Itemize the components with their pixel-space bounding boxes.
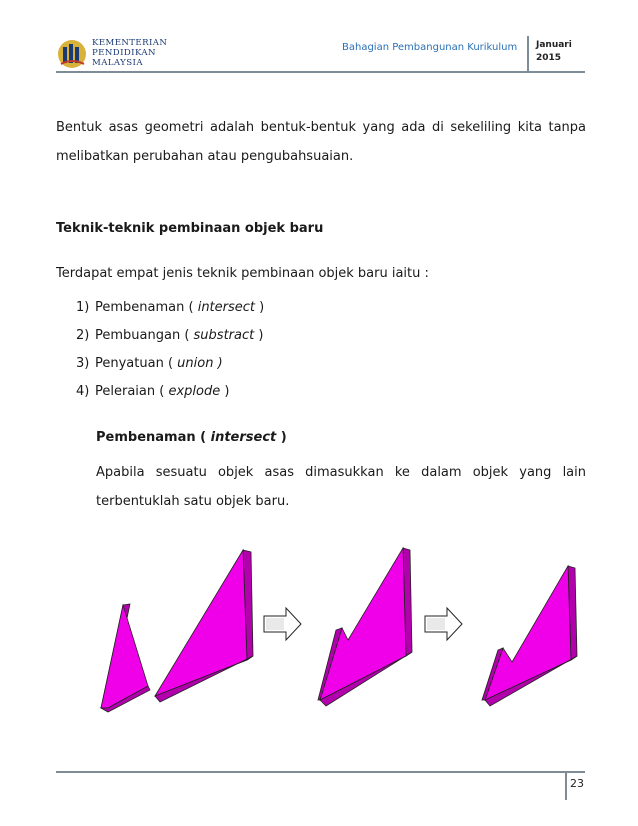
technique-term: substract	[193, 328, 255, 343]
arrow-right-icon	[425, 608, 462, 640]
list-item	[76, 350, 264, 378]
list-item	[76, 378, 264, 406]
ministry-name	[92, 38, 167, 68]
technique-close: )	[255, 300, 265, 315]
technique-close: )	[254, 328, 264, 343]
header-divider	[56, 71, 585, 73]
intersect-illustration	[0, 540, 638, 720]
techniques-intro: Terdapat empat jenis teknik pembinaan objek baru iaitu :	[56, 266, 429, 281]
page-number: 23	[570, 777, 584, 790]
header-vertical-divider	[527, 36, 529, 72]
intersect-description: Apabila sesuatu objek asas dimasukkan ke dalam objek yang lain terbentuklah satu objek baru.	[96, 465, 586, 509]
technique-name: Pembenaman (	[95, 300, 198, 315]
list-number: 1)	[76, 300, 90, 315]
department-name: Bahagian Pembangunan Kurikulum	[342, 42, 518, 53]
ministry-name-line-1: KEMENTERIAN	[92, 38, 168, 48]
subheading-term: intersect	[210, 430, 277, 445]
ministry-emblem-icon	[56, 38, 92, 70]
ministry-name-line-2: PENDIDIKAN	[92, 48, 156, 58]
triangle-with-notch-icon	[482, 566, 577, 706]
techniques-list	[76, 294, 264, 406]
technique-name: Pembuangan (	[95, 328, 194, 343]
list-number: 3)	[76, 356, 90, 371]
document-date	[536, 39, 572, 65]
technique-close: )	[220, 384, 230, 399]
technique-term: explode	[168, 384, 221, 399]
date-month: Januari	[536, 40, 572, 50]
intro-paragraph: Bentuk asas geometri adalah bentuk-bentuk yang ada di sekeliling kita tanpa melibatkan perubahan atau pengubahsuaian.	[56, 120, 586, 164]
technique-name: Penyatuan (	[95, 356, 178, 371]
subheading-name: Pembenaman (	[96, 430, 211, 445]
list-item	[76, 294, 264, 322]
list-item	[76, 322, 264, 350]
large-triangle-icon	[155, 550, 253, 702]
small-triangle-icon	[101, 604, 150, 712]
technique-name: Peleraian (	[95, 384, 169, 399]
section-heading: Teknik-teknik pembinaan objek baru	[56, 221, 324, 236]
footer-vertical-divider	[565, 772, 567, 800]
ministry-name-line-3: MALAYSIA	[92, 58, 143, 68]
footer-divider	[56, 771, 585, 773]
list-number: 2)	[76, 328, 90, 343]
arrow-right-icon	[264, 608, 301, 640]
merged-triangles-icon	[318, 548, 412, 706]
date-year: 2015	[536, 53, 562, 63]
technique-term: union )	[177, 356, 223, 371]
subheading-close: )	[276, 430, 287, 445]
technique-term: intersect	[197, 300, 256, 315]
subsection-heading	[96, 430, 287, 445]
list-number: 4)	[76, 384, 90, 399]
